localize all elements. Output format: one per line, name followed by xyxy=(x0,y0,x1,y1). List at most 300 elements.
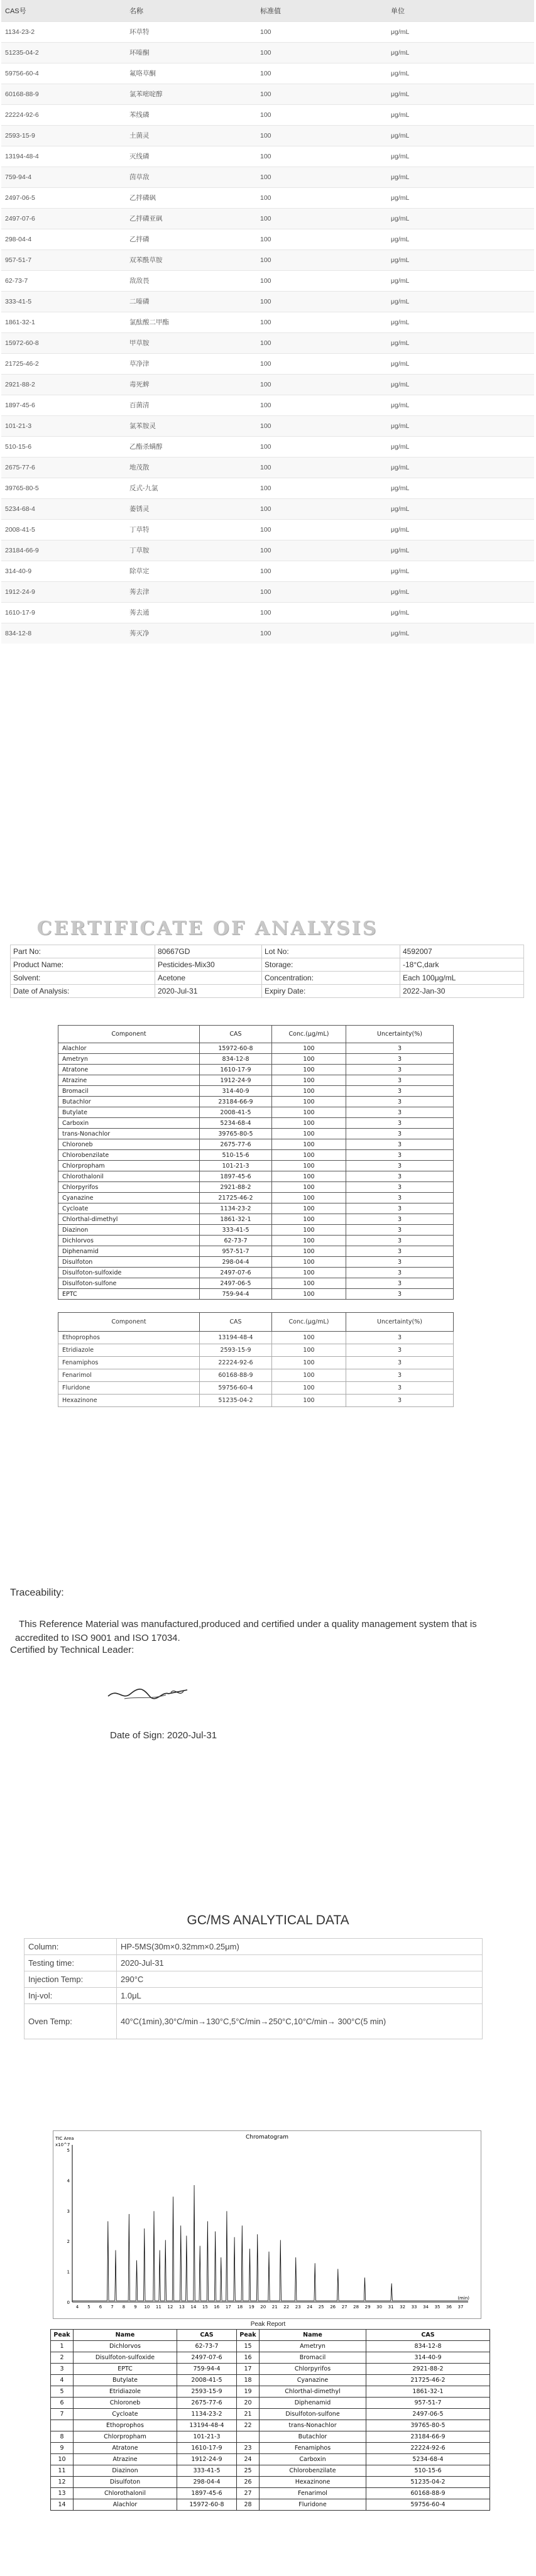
table-row xyxy=(1,436,534,457)
y-tick-label: 5 xyxy=(67,2148,70,2153)
x-tick-label: 28 xyxy=(353,2305,359,2310)
cell-standard-value: 100 xyxy=(256,623,387,644)
component-cas: 1912-24-9 xyxy=(200,1075,272,1086)
component-component: Atratone xyxy=(58,1065,200,1075)
cell-name: 莠去通 xyxy=(126,602,256,623)
component-cas: 510-15-6 xyxy=(200,1150,272,1161)
table-row xyxy=(1,208,534,229)
cell-cas: 957-51-7 xyxy=(1,249,126,270)
cell-standard-value: 100 xyxy=(256,436,387,457)
cell-name: 莠去津 xyxy=(126,581,256,602)
cell-name: 氯苯胺灵 xyxy=(126,415,256,436)
cell-unit: μg/mL xyxy=(387,436,534,457)
cell-cas: 2497-06-5 xyxy=(1,187,126,208)
x-tick-label: 25 xyxy=(318,2305,324,2310)
cell-standard-value: 100 xyxy=(256,540,387,561)
table-row xyxy=(1,332,534,353)
x-tick-label: 10 xyxy=(144,2305,150,2310)
component-component: Chlorthal-dimethyl xyxy=(58,1214,200,1225)
peak-name-2: Fenarimol xyxy=(260,2488,366,2499)
table-header-row xyxy=(1,0,534,21)
table-row xyxy=(1,84,534,104)
cell-standard-value: 100 xyxy=(256,208,387,229)
component-row xyxy=(58,1097,454,1107)
peak-number-2: 21 xyxy=(237,2409,260,2420)
peak-number-2: 16 xyxy=(237,2352,260,2364)
component-cas: 21725-46-2 xyxy=(200,1193,272,1203)
peak-name-2: Chlorpyrifos xyxy=(260,2364,366,2375)
component-conc: 100 xyxy=(272,1289,346,1300)
peak-row xyxy=(51,2477,490,2488)
peak-row xyxy=(51,2488,490,2499)
cell-unit: μg/mL xyxy=(387,125,534,146)
peak-cas: 2008-41-5 xyxy=(177,2375,237,2386)
table-row xyxy=(1,270,534,291)
peak-row xyxy=(51,2420,490,2431)
component-component: Chlorothalonil xyxy=(58,1171,200,1182)
concentration-value: Each 100μg/mL xyxy=(400,972,524,985)
cell-cas: 51235-04-2 xyxy=(1,42,126,63)
cell-unit: μg/mL xyxy=(387,21,534,42)
cell-unit: μg/mL xyxy=(387,291,534,312)
component-cas: 1897-45-6 xyxy=(200,1171,272,1182)
component-component: Butylate xyxy=(58,1107,200,1118)
cell-standard-value: 100 xyxy=(256,104,387,125)
header-name: 名称 xyxy=(126,0,256,21)
component-uncertainty: 3 xyxy=(346,1129,454,1139)
peak-number: 3 xyxy=(51,2364,74,2375)
component-uncertainty: 3 xyxy=(346,1150,454,1161)
y-tick-label: 0 xyxy=(67,2300,70,2305)
component-row xyxy=(58,1086,454,1097)
component-row xyxy=(58,1332,454,1344)
x-tick-label: 32 xyxy=(400,2305,406,2310)
table-row xyxy=(1,374,534,395)
peak-name: Disulfoton xyxy=(74,2477,177,2488)
x-tick-label: 16 xyxy=(214,2305,220,2310)
cell-cas: 333-41-5 xyxy=(1,291,126,312)
peak-number-2: 23 xyxy=(237,2443,260,2454)
component-conc: 100 xyxy=(272,1075,346,1086)
component-uncertainty: 3 xyxy=(346,1357,454,1369)
peak-number: 1 xyxy=(51,2341,74,2352)
component-uncertainty: 3 xyxy=(346,1161,454,1171)
cell-standard-value: 100 xyxy=(256,63,387,84)
cell-standard-value: 100 xyxy=(256,395,387,415)
peak-cas: 2675-77-6 xyxy=(177,2398,237,2409)
cell-name: 丁草特 xyxy=(126,519,256,540)
component-uncertainty: 3 xyxy=(346,1289,454,1300)
peak-name-2: trans-Nonachlor xyxy=(260,2420,366,2431)
cell-name: 环嗪酮 xyxy=(126,42,256,63)
peak-cas-2: 51235-04-2 xyxy=(366,2477,490,2488)
component-conc: 100 xyxy=(272,1246,346,1257)
cell-name: 草净津 xyxy=(126,353,256,374)
component-row xyxy=(58,1075,454,1086)
component-cas: 62-73-7 xyxy=(200,1236,272,1246)
solvent-value: Acetone xyxy=(155,972,262,985)
component-conc: 100 xyxy=(272,1225,346,1236)
component-cas: 1134-23-2 xyxy=(200,1203,272,1214)
x-tick-label: 12 xyxy=(167,2305,173,2310)
cell-cas: 1897-45-6 xyxy=(1,395,126,415)
peak-cas: 2593-15-9 xyxy=(177,2386,237,2398)
cell-unit: μg/mL xyxy=(387,478,534,498)
component-component: Diphenamid xyxy=(58,1246,200,1257)
cell-cas: 1912-24-9 xyxy=(1,581,126,602)
component-conc: 100 xyxy=(272,1214,346,1225)
peak-row xyxy=(51,2443,490,2454)
cell-standard-value: 100 xyxy=(256,602,387,623)
component-uncertainty: 3 xyxy=(346,1214,454,1225)
peak-name: Dichlorvos xyxy=(74,2341,177,2352)
component-component: Hexazinone xyxy=(58,1395,200,1407)
peak-number-2: 15 xyxy=(237,2341,260,2352)
component-row xyxy=(58,1369,454,1382)
y-unit-label: TIC Area xyxy=(55,2136,74,2141)
components-table-2 xyxy=(58,1312,454,1407)
cell-cas: 2675-77-6 xyxy=(1,457,126,478)
certified-by-label: Certified by Technical Leader: xyxy=(10,1645,134,1655)
cell-unit: μg/mL xyxy=(387,229,534,249)
cell-unit: μg/mL xyxy=(387,312,534,332)
component-component: Disulfoton-sulfoxide xyxy=(58,1268,200,1278)
cell-cas: 5234-68-4 xyxy=(1,498,126,519)
y-scale-label: x10^7 xyxy=(55,2142,70,2147)
peak-row xyxy=(51,2454,490,2465)
peak-cas: 333-41-5 xyxy=(177,2465,237,2477)
cell-standard-value: 100 xyxy=(256,187,387,208)
cell-unit: μg/mL xyxy=(387,63,534,84)
component-component: Chlorobenzilate xyxy=(58,1150,200,1161)
peak-number: 4 xyxy=(51,2375,74,2386)
cell-standard-value: 100 xyxy=(256,249,387,270)
component-component: Ametryn xyxy=(58,1054,200,1065)
table-row xyxy=(1,104,534,125)
component-cas: 2497-07-6 xyxy=(200,1268,272,1278)
peak-name: Chloroneb xyxy=(74,2398,177,2409)
component-component: EPTC xyxy=(58,1289,200,1300)
component-cas: 2675-77-6 xyxy=(200,1139,272,1150)
component-component: Fenamiphos xyxy=(58,1357,200,1369)
cell-cas: 2008-41-5 xyxy=(1,519,126,540)
table-row xyxy=(1,312,534,332)
table-row xyxy=(1,353,534,374)
component-cas: 1861-32-1 xyxy=(200,1214,272,1225)
peak-header-name: Name xyxy=(74,2330,177,2341)
cell-name: 灭线磷 xyxy=(126,146,256,167)
component-row xyxy=(58,1203,454,1214)
component-uncertainty: 3 xyxy=(346,1043,454,1054)
lot-no-label: Lot No: xyxy=(262,945,400,958)
cell-name: 乙酯杀螨醇 xyxy=(126,436,256,457)
component-uncertainty: 3 xyxy=(346,1054,454,1065)
x-tick-label: 24 xyxy=(307,2305,313,2310)
component-cas: 59756-60-4 xyxy=(200,1382,272,1395)
component-uncertainty: 3 xyxy=(346,1246,454,1257)
gc-testing-time-value: 2020-Jul-31 xyxy=(117,1955,483,1971)
component-cas: 39765-80-5 xyxy=(200,1129,272,1139)
cell-name: 地茂散 xyxy=(126,457,256,478)
table-row xyxy=(1,519,534,540)
peak-number xyxy=(51,2420,74,2431)
component-cas: 314-40-9 xyxy=(200,1086,272,1097)
component-cas: 759-94-4 xyxy=(200,1289,272,1300)
cell-standard-value: 100 xyxy=(256,353,387,374)
storage-label: Storage: xyxy=(262,958,400,972)
cell-standard-value: 100 xyxy=(256,84,387,104)
date-of-analysis-value: 2020-Jul-31 xyxy=(155,985,262,998)
component-row xyxy=(58,1193,454,1203)
cell-standard-value: 100 xyxy=(256,561,387,581)
cell-unit: μg/mL xyxy=(387,270,534,291)
component-conc: 100 xyxy=(272,1054,346,1065)
table-row xyxy=(1,457,534,478)
table-row xyxy=(1,125,534,146)
component-conc: 100 xyxy=(272,1382,346,1395)
cell-name: 毒死蜱 xyxy=(126,374,256,395)
x-tick-label: 7 xyxy=(111,2305,114,2310)
component-conc: 100 xyxy=(272,1065,346,1075)
y-tick-label: 3 xyxy=(67,2208,70,2214)
x-tick-label: 14 xyxy=(190,2305,197,2310)
component-conc: 100 xyxy=(272,1150,346,1161)
peak-row xyxy=(51,2409,490,2420)
cell-name: 丁草胺 xyxy=(126,540,256,561)
component-conc: 100 xyxy=(272,1129,346,1139)
component-row xyxy=(58,1139,454,1150)
cell-name: 环草特 xyxy=(126,21,256,42)
peak-header-name-2: Name xyxy=(260,2330,366,2341)
peak-name: Alachlor xyxy=(74,2499,177,2511)
component-uncertainty: 3 xyxy=(346,1332,454,1344)
header-cas: CAS号 xyxy=(1,0,126,21)
component-uncertainty: 3 xyxy=(346,1278,454,1289)
component-component: Fenarimol xyxy=(58,1369,200,1382)
component-component: Cycloate xyxy=(58,1203,200,1214)
peak-header-peak: Peak xyxy=(51,2330,74,2341)
cell-standard-value: 100 xyxy=(256,498,387,519)
component-row xyxy=(58,1171,454,1182)
cell-standard-value: 100 xyxy=(256,42,387,63)
cell-cas: 22224-92-6 xyxy=(1,104,126,125)
component-cas: 2497-06-5 xyxy=(200,1278,272,1289)
gc-column-value: HP-5MS(30m×0.32mm×0.25μm) xyxy=(117,1939,483,1955)
table-row xyxy=(1,291,534,312)
component-cas: 834-12-8 xyxy=(200,1054,272,1065)
cell-standard-value: 100 xyxy=(256,519,387,540)
component-component: Dichlorvos xyxy=(58,1236,200,1246)
cell-standard-value: 100 xyxy=(256,457,387,478)
cell-name: 萎锈灵 xyxy=(126,498,256,519)
peak-number: 5 xyxy=(51,2386,74,2398)
x-tick-label: 29 xyxy=(364,2305,371,2310)
cell-cas: 1610-17-9 xyxy=(1,602,126,623)
comp2-header-component: Component xyxy=(58,1313,200,1332)
peak-number: 11 xyxy=(51,2465,74,2477)
component-uncertainty: 3 xyxy=(346,1171,454,1182)
cell-cas: 759-94-4 xyxy=(1,167,126,187)
cell-standard-value: 100 xyxy=(256,229,387,249)
peak-name-2: Butachlor xyxy=(260,2431,366,2443)
table-row xyxy=(1,540,534,561)
peak-name-2: Chlorobenzilate xyxy=(260,2465,366,2477)
expiry-date-label: Expiry Date: xyxy=(262,985,400,998)
traceability-label: Traceability: xyxy=(10,1587,64,1598)
cell-unit: μg/mL xyxy=(387,167,534,187)
peak-header-cas-2: CAS xyxy=(366,2330,490,2341)
component-uncertainty: 3 xyxy=(346,1065,454,1075)
gc-oven-temp-label: Oven Temp: xyxy=(25,2004,117,2039)
component-row xyxy=(58,1357,454,1369)
cell-cas: 13194-48-4 xyxy=(1,146,126,167)
component-row xyxy=(58,1150,454,1161)
y-tick-label: 1 xyxy=(67,2269,70,2275)
x-tick-label: 15 xyxy=(202,2305,208,2310)
x-tick-label: 8 xyxy=(122,2305,126,2310)
component-uncertainty: 3 xyxy=(346,1107,454,1118)
cell-standard-value: 100 xyxy=(256,291,387,312)
component-conc: 100 xyxy=(272,1107,346,1118)
component-cas: 15972-60-8 xyxy=(200,1043,272,1054)
table-row xyxy=(1,187,534,208)
peak-number: 10 xyxy=(51,2454,74,2465)
cell-unit: μg/mL xyxy=(387,395,534,415)
component-row xyxy=(58,1382,454,1395)
cell-standard-value: 100 xyxy=(256,21,387,42)
cell-unit: μg/mL xyxy=(387,146,534,167)
peak-cas-2: 23184-66-9 xyxy=(366,2431,490,2443)
component-row xyxy=(58,1107,454,1118)
peak-cas-2: 2921-88-2 xyxy=(366,2364,490,2375)
signature-image xyxy=(106,1682,194,1704)
peak-cas: 1610-17-9 xyxy=(177,2443,237,2454)
peak-cas: 1912-24-9 xyxy=(177,2454,237,2465)
component-conc: 100 xyxy=(272,1332,346,1344)
component-row xyxy=(58,1054,454,1065)
component-conc: 100 xyxy=(272,1139,346,1150)
component-component: Chlorpyrifos xyxy=(58,1182,200,1193)
peak-name-2: Fluridone xyxy=(260,2499,366,2511)
peak-name-2: Carboxin xyxy=(260,2454,366,2465)
cell-cas: 834-12-8 xyxy=(1,623,126,644)
component-conc: 100 xyxy=(272,1236,346,1246)
component-cas: 60168-88-9 xyxy=(200,1369,272,1382)
gc-testing-time-label: Testing time: xyxy=(25,1955,117,1971)
component-uncertainty: 3 xyxy=(346,1382,454,1395)
peak-number-2: 26 xyxy=(237,2477,260,2488)
cell-unit: μg/mL xyxy=(387,104,534,125)
cell-name: 百菌清 xyxy=(126,395,256,415)
peak-cas: 1897-45-6 xyxy=(177,2488,237,2499)
cell-cas: 21725-46-2 xyxy=(1,353,126,374)
gcms-title: GC/MS ANALYTICAL DATA xyxy=(187,1913,349,1927)
peak-number-2: 24 xyxy=(237,2454,260,2465)
component-conc: 100 xyxy=(272,1369,346,1382)
cell-standard-value: 100 xyxy=(256,332,387,353)
cell-unit: μg/mL xyxy=(387,187,534,208)
chromatogram-title: Chromatogram xyxy=(245,2134,289,2140)
cell-unit: μg/mL xyxy=(387,84,534,104)
component-uncertainty: 3 xyxy=(346,1118,454,1129)
component-component: Etridiazole xyxy=(58,1344,200,1357)
x-tick-label: 22 xyxy=(283,2305,290,2310)
peak-number-2: 28 xyxy=(237,2499,260,2511)
component-conc: 100 xyxy=(272,1268,346,1278)
cell-name: 双苯酰草胺 xyxy=(126,249,256,270)
x-tick-label: 19 xyxy=(248,2305,254,2310)
cell-cas: 2593-15-9 xyxy=(1,125,126,146)
cell-unit: μg/mL xyxy=(387,581,534,602)
header-unit: 单位 xyxy=(387,0,534,21)
cell-name: 二嗪磷 xyxy=(126,291,256,312)
component-component: trans-Nonachlor xyxy=(58,1129,200,1139)
cell-unit: μg/mL xyxy=(387,498,534,519)
x-tick-label: 30 xyxy=(376,2305,383,2310)
component-component: Butachlor xyxy=(58,1097,200,1107)
peak-name: Cycloate xyxy=(74,2409,177,2420)
cell-name: 莠灭净 xyxy=(126,623,256,644)
cell-cas: 23184-66-9 xyxy=(1,540,126,561)
component-conc: 100 xyxy=(272,1395,346,1407)
component-cas: 13194-48-4 xyxy=(200,1332,272,1344)
cell-standard-value: 100 xyxy=(256,270,387,291)
peak-cas: 13194-48-4 xyxy=(177,2420,237,2431)
cell-name: 乙拌磷砜 xyxy=(126,187,256,208)
gc-injection-temp-label: Injection Temp: xyxy=(25,1971,117,1988)
peak-cas-2: 1861-32-1 xyxy=(366,2386,490,2398)
header-standard-value: 标准值 xyxy=(256,0,387,21)
product-name-label: Product Name: xyxy=(11,958,155,972)
peak-cas: 15972-60-8 xyxy=(177,2499,237,2511)
x-tick-label: 20 xyxy=(260,2305,266,2310)
peak-cas: 101-21-3 xyxy=(177,2431,237,2443)
cell-unit: μg/mL xyxy=(387,561,534,581)
peak-name-2: Disulfoton-sulfone xyxy=(260,2409,366,2420)
x-tick-label: 33 xyxy=(411,2305,417,2310)
comp2-header-cas: CAS xyxy=(200,1313,272,1332)
comp-header-component: Component xyxy=(58,1026,200,1043)
component-component: Bromacil xyxy=(58,1086,200,1097)
peak-row xyxy=(51,2398,490,2409)
peak-row xyxy=(51,2465,490,2477)
chromatogram-trace xyxy=(72,2185,468,2301)
component-conc: 100 xyxy=(272,1344,346,1357)
peak-row xyxy=(51,2386,490,2398)
component-row xyxy=(58,1257,454,1268)
peak-name: Disulfoton-sulfoxide xyxy=(74,2352,177,2364)
cell-standard-value: 100 xyxy=(256,374,387,395)
cell-cas: 2921-88-2 xyxy=(1,374,126,395)
component-row xyxy=(58,1161,454,1171)
peak-name: Atrazine xyxy=(74,2454,177,2465)
cell-cas: 298-04-4 xyxy=(1,229,126,249)
cell-cas: 510-15-6 xyxy=(1,436,126,457)
cell-name: 氟咯草酮 xyxy=(126,63,256,84)
comp2-header-uncertainty: Uncertainty(%) xyxy=(346,1313,454,1332)
comp-header-cas: CAS xyxy=(200,1026,272,1043)
peak-cas: 1134-23-2 xyxy=(177,2409,237,2420)
gc-inj-vol-label: Inj-vol: xyxy=(25,1988,117,2004)
component-component: Diazinon xyxy=(58,1225,200,1236)
component-uncertainty: 3 xyxy=(346,1344,454,1357)
cell-name: 除草定 xyxy=(126,561,256,581)
cell-unit: μg/mL xyxy=(387,353,534,374)
component-conc: 100 xyxy=(272,1171,346,1182)
cell-unit: μg/mL xyxy=(387,540,534,561)
component-conc: 100 xyxy=(272,1097,346,1107)
x-tick-label: 5 xyxy=(87,2305,90,2310)
